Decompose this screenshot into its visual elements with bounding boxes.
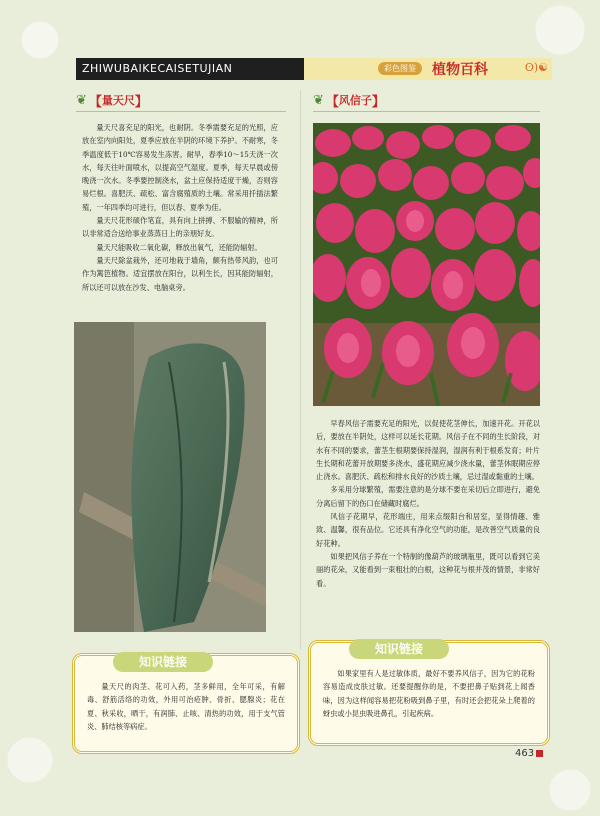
knowledge-paragraph: 量天尺的肉茎、花可入药，茎多鲜用，全年可采，有解毒、舒筋活络的功效，外用可治疮肿、骨折、腮腺炎；花在夏、秋采收，晒干，有润肺、止咳、清热的功效，用于支气管炎、肺结核等病症。: [87, 682, 285, 731]
title-underline: [313, 111, 540, 112]
knowledge-paragraph: 如果家里有人是过敏体质，最好不要养风信子，因为它的花粉容易造成皮肤过敏。还要提醒你的是，不要把鼻子贴到花上闻香味，因为这样闻容易把花粉吸到鼻子里，有时还会把花朵上爬着的蚜虫或小昆虫吸进鼻孔，引起疾病。: [323, 669, 535, 718]
paragraph: 多采用分球繁殖，需要注意的是分球不要在采切后立即进行，避免分离后留下的伤口在储藏时腐烂。: [316, 485, 540, 508]
paragraph: 量天尺喜充足的阳光，也耐阴。冬季需要充足的光照，应放在室内向阳处，夏季应放在半阴的环境下养护。不耐寒，冬季温度低于10℃容易发生冻害。耐旱，春季10～15天浇一次水，每天往叶面喷水，以提高空气湿度。夏季，每天早晨或傍晚浇一次水。冬季要控制浇水，盆土应保持适度干燥，否则容易烂根。喜肥沃、疏松、富含腐殖质的土壤。常采用扦插法繁殖，一年四季均可进行，但以春、夏季为佳。: [82, 123, 278, 212]
knowledge-title-text: 知识链接: [138, 655, 187, 669]
bracket-close: 】: [371, 94, 385, 110]
paragraph: 早春风信子需要充足的阳光，以促使花茎伸长，加速开花。开花以后，要放在半阴处，这样可以延长花期。风信子在不同的生长阶段，对水有不同的要求，蕾茎生根期要保持湿润，湿润有利于根系发育；叶片生长期和花蕾开放期要多浇水，盛花期应减少浇水量，蕾茎休眠期应停止浇水。喜肥沃、疏松和排水良好的沙质土壤，忌过湿或黏重的土壤。: [316, 419, 540, 482]
section-title-text: 量天尺: [101, 94, 135, 107]
hyacinth-illustration: [313, 123, 540, 406]
knowledge-box-right: [308, 640, 550, 746]
paragraph: 量天尺花形硕作笔直，具有向上拼搏、不服输的精神，所以非常适合送给事业蒸蒸日上的亲朋好友。: [82, 216, 278, 239]
knowledge-box-left: [72, 653, 300, 754]
knowledge-text: [87, 680, 285, 733]
knowledge-title-text: 知识链接: [374, 642, 423, 656]
section-title-right: [313, 90, 540, 110]
leaf-photo: [74, 322, 266, 632]
book-title: 植物百科: [432, 62, 488, 78]
bracket-open: 【: [325, 94, 339, 110]
title-underline: [76, 111, 286, 112]
bamboo-icon: ❦: [76, 92, 87, 108]
paragraph: 量天尺除盆栽外，还可地栽于墙角，颇有热带风韵，也可作为篱笆植物。适宜摆放在阳台，以利生长，因其能防辐射，所以还可以放在沙发、电脑桌旁。: [82, 255, 278, 292]
series-pinyin-banner: ZHIWUBAIKECAISETUJIAN: [76, 58, 304, 80]
page-number: 463: [515, 748, 535, 759]
section-title-left: [76, 90, 286, 110]
paragraph: 量天尺能吸收二氧化碳，释放出氧气，还能防辐射。: [96, 242, 262, 252]
page-header: [76, 58, 552, 80]
knowledge-title: [113, 652, 213, 672]
left-article: [82, 121, 278, 294]
decorative-ornament: ʘ)☯: [524, 61, 548, 74]
leaf-illustration: [74, 322, 266, 632]
section-title-text: 风信子: [338, 94, 372, 107]
paragraph: 风信子花期早，花形端庄，用来点缀阳台和居室，显得情趣、雅致、温馨，很有品位。它还具有净化空气的功能，是改善空气质量的良好花种。: [316, 512, 540, 548]
bracket-open: 【: [88, 94, 102, 110]
column-divider: [300, 90, 301, 650]
knowledge-title: [349, 639, 449, 659]
page-number-marker: [536, 750, 543, 757]
hyacinth-photo: [313, 123, 540, 406]
book-title-banner: [304, 58, 552, 80]
paragraph: 如果把风信子养在一个特制的像葫芦的玻璃瓶里，既可以看到它美丽的花朵，又能看到一束粗壮的白根，这种花与根并茂的情景，非常好看。: [316, 551, 540, 588]
bamboo-icon: ❦: [313, 92, 324, 108]
sub-badge: 彩色图鉴: [378, 62, 422, 75]
bracket-close: 】: [134, 94, 148, 110]
right-article: [316, 417, 540, 590]
knowledge-text: [323, 667, 535, 720]
